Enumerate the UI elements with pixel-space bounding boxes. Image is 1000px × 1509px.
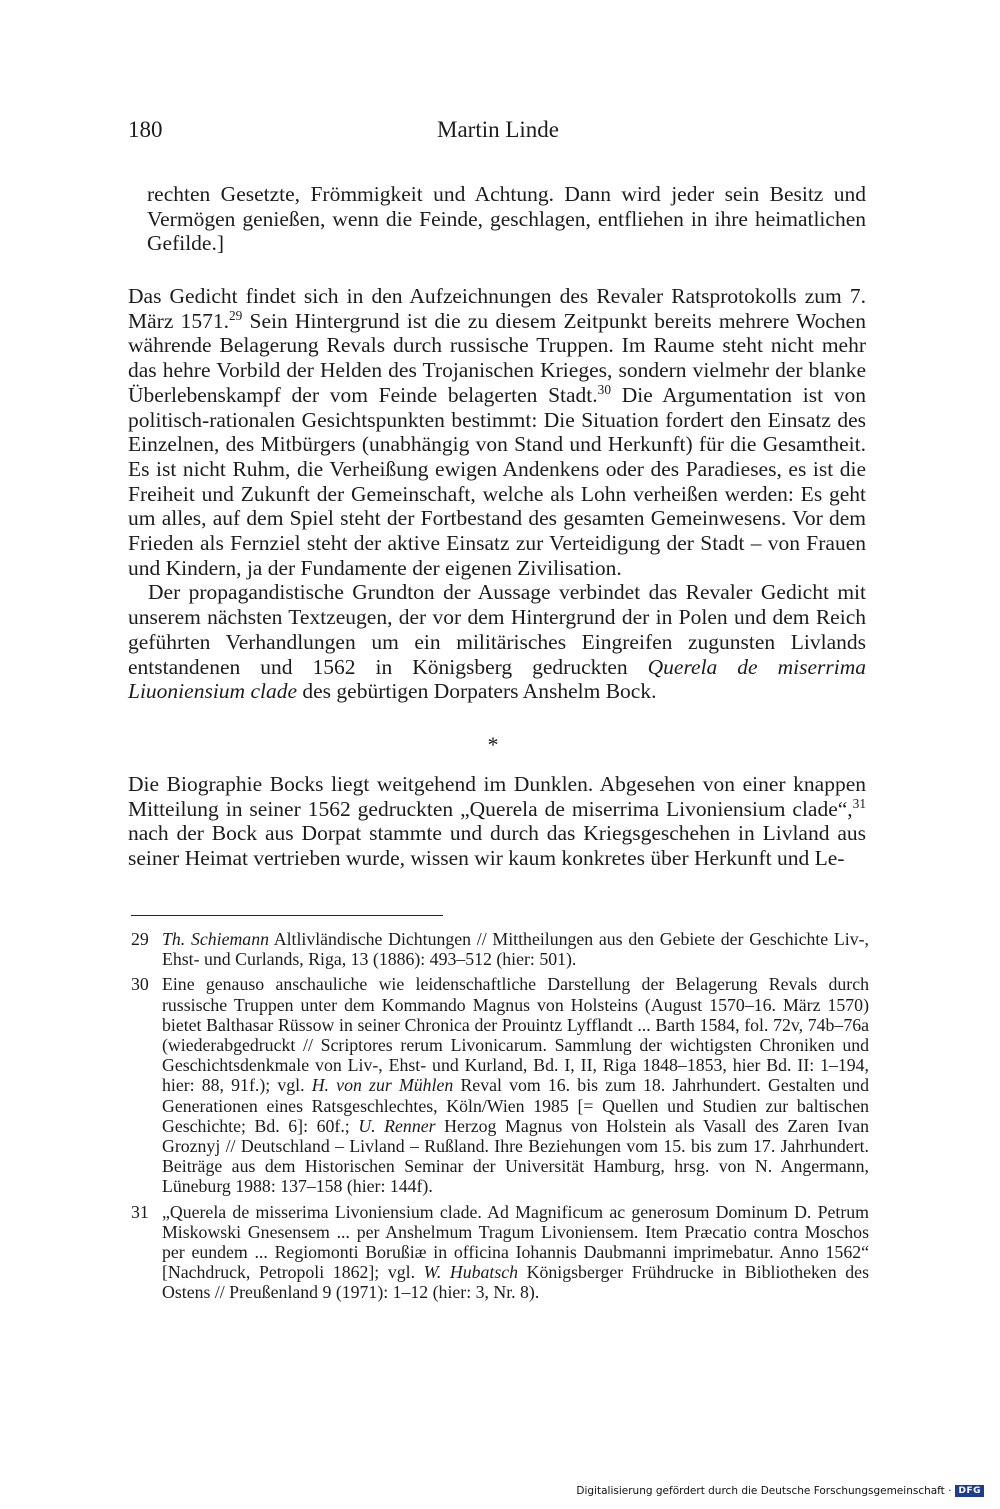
body-section-2 (128, 772, 866, 871)
footnote-29 (131, 929, 869, 969)
credit-text: Digitalisierung gefördert durch die Deutsche Forschungsgemeinschaft · (576, 1485, 952, 1497)
text-run: des gebürtigen Dorpaters Anshelm Bock. (297, 679, 657, 704)
running-head: Martin Linde (437, 117, 559, 142)
footnote-text: Reval vom 16. bis zum 18. Jahrhundert. Gestalten und Generationen eines Ratsgeschlechtes, Köln/Wien 1985 [= Quellen und Studien zur baltischen Geschichte; Bd. 6]: 60f.; (162, 1075, 869, 1136)
author-name: W. Hubatsch (423, 1262, 519, 1283)
footnote-number: 29 (131, 929, 149, 949)
footnote-ref-31[interactable]: 31 (852, 795, 866, 811)
author-name: Th. Schiemann (162, 929, 269, 949)
footnotes (131, 929, 869, 1308)
footnote-ref-30[interactable]: 30 (597, 381, 611, 397)
author-name: H. von zur Mühlen (311, 1075, 454, 1096)
text-run: Der propagandistische Grundton der Aussage verbindet das Revaler Gedicht mit unserem nächsten Textzeugen, der vor dem Hintergrund der in Polen und dem Reich geführten Verhandlungen um ein militärisches Eingreifen zugunsten Livlands entstandenen und 1562 in Königsberg gedruckten (128, 580, 866, 679)
text-run: Die Biographie Bocks liegt weitgehend im Dunklen. Abgesehen von einer knappen Mitteilung in seiner 1562 gedruckten „Querela de miserrima Livoniensium clade“, (128, 772, 866, 821)
footnote-text: „Querela de misserima Livoniensium clade. Ad Magnificum ac generosum Dominum D. Petrum Miskowski Gnesensem ... per Anshelmum Tragum Livoniensem. Item Præcatio contra Moschos per eundem ... Regiomonti Borußiæ in officina Iohannis Daubmanni imprimebatur. Anno 1562“ [Nachdruck, Petropoli 1862]; vgl. (162, 1201, 869, 1283)
paragraph (128, 580, 866, 704)
dfg-logo: DFG (955, 1485, 984, 1497)
section-separator: * (487, 732, 499, 757)
footnote-text: Eine genauso anschauliche wie leidenschaftliche Darstellung der Belagerung Revals durch russische Truppen unter dem Kommando Magnus von Holsteins (August 1570–16. März 1570) bietet Balthasar Rüssow in seiner Chronica der Prouintz Lyfflandt ... Barth 1584, fol. 72v, 74b–76a (wiederabgedruckt // Scriptores rerum Livonicarum. Sammlung der wichtigsten Chroniken und Geschichtsdenkmale von Liv-, Ehst- und Kurland, Bd. I, II, Riga 1848–1853, hier Bd. II: 1–194, hier: 88, 91f.); vgl. (162, 974, 869, 1096)
text-run: Die Argumentation ist von politisch-rationalen Gesichtspunkten bestimmt: Die Situation fordert den Einsatz des Einzelnen, des Mitbürgers (unabhängig von Stand und Herkunft) für die Gesamtheit. Es ist nicht Ruhm, die Verheißung ewigen Andenkens oder des Paradieses, es ist die Freiheit und Zukunft der Gemeinschaft, welche als Lohn verheißen werden: Es geht um alles, auf dem Spiel steht der Fortbestand des gesamten Gemeinwesens. Vor dem Frieden als Fernziel steht der aktive Einsatz zur Verteidigung der Stadt – von Frauen und Kindern, ja der Fundamente der eigenen Zivilisation. (128, 382, 867, 580)
quote-text: rechten Gesetzte, Frömmigkeit und Achtung. Dann wird jeder sein Besitz und Vermögen genießen, wenn die Feinde, geschlagen, entfliehen in ihre heimatlichen Gefilde.] (147, 182, 866, 256)
work-title: Querela de miserrima Liuoniensium clade (128, 654, 866, 704)
page-number: 180 (128, 117, 163, 142)
footnote-30 (131, 974, 869, 1196)
author-name: U. Renner (358, 1115, 436, 1136)
body-section-1 (128, 284, 866, 704)
footnote-text: Altlivländische Dichtungen // Mittheilungen aus den Gebiete der Geschichte Liv-, Ehst- und Curlands, Riga, 13 (1886): 493–512 (hier: 501). (162, 929, 869, 970)
footnote-text: Herzog Magnus von Holstein als Vasall des Zaren Ivan Groznyj // Deutschland – Livland – Rußland. Ihre Beziehungen vom 15. bis zum 17. Jahrhundert. Beiträge aus dem Historischen Seminar der Universität Hamburg, hrsg. von N. Angermann, Lüneburg 1988: 137–158 (hier: 144f). (162, 1115, 869, 1197)
text-run: Sein Hintergrund ist die zu diesem Zeitpunkt bereits mehrere Wochen währende Belagerung Revals durch russische Truppen. Im Raume steht nicht mehr das hehre Vorbild der Helden des Trojanischen Krieges, sondern vielmehr der blanke Überlebenskampf der vom Feinde belagerten Stadt. (128, 308, 866, 407)
quote-block (147, 182, 866, 256)
footnote-31 (131, 1202, 869, 1303)
digitization-credit (576, 1485, 984, 1497)
footnote-divider (131, 915, 443, 916)
text-run: Das Gedicht findet sich in den Aufzeichnungen des Revaler Ratsprotokolls zum 7. März 1571. (128, 284, 866, 333)
footnote-text: Königsberger Frühdrucke in Bibliotheken des Ostens // Preußenland 9 (1971): 1–12 (hier: 3, Nr. 8). (162, 1262, 869, 1303)
paragraph (128, 284, 866, 580)
footnote-ref-29[interactable]: 29 (228, 307, 243, 323)
paragraph (128, 772, 866, 871)
text-run: nach der Bock aus Dorpat stammte und durch das Kriegsgeschehen in Livland aus seiner Heimat vertrieben wurde, wissen wir kaum konkretes über Herkunft und Le- (128, 821, 866, 871)
footnote-number: 30 (131, 974, 149, 995)
footnote-number: 31 (131, 1201, 149, 1222)
